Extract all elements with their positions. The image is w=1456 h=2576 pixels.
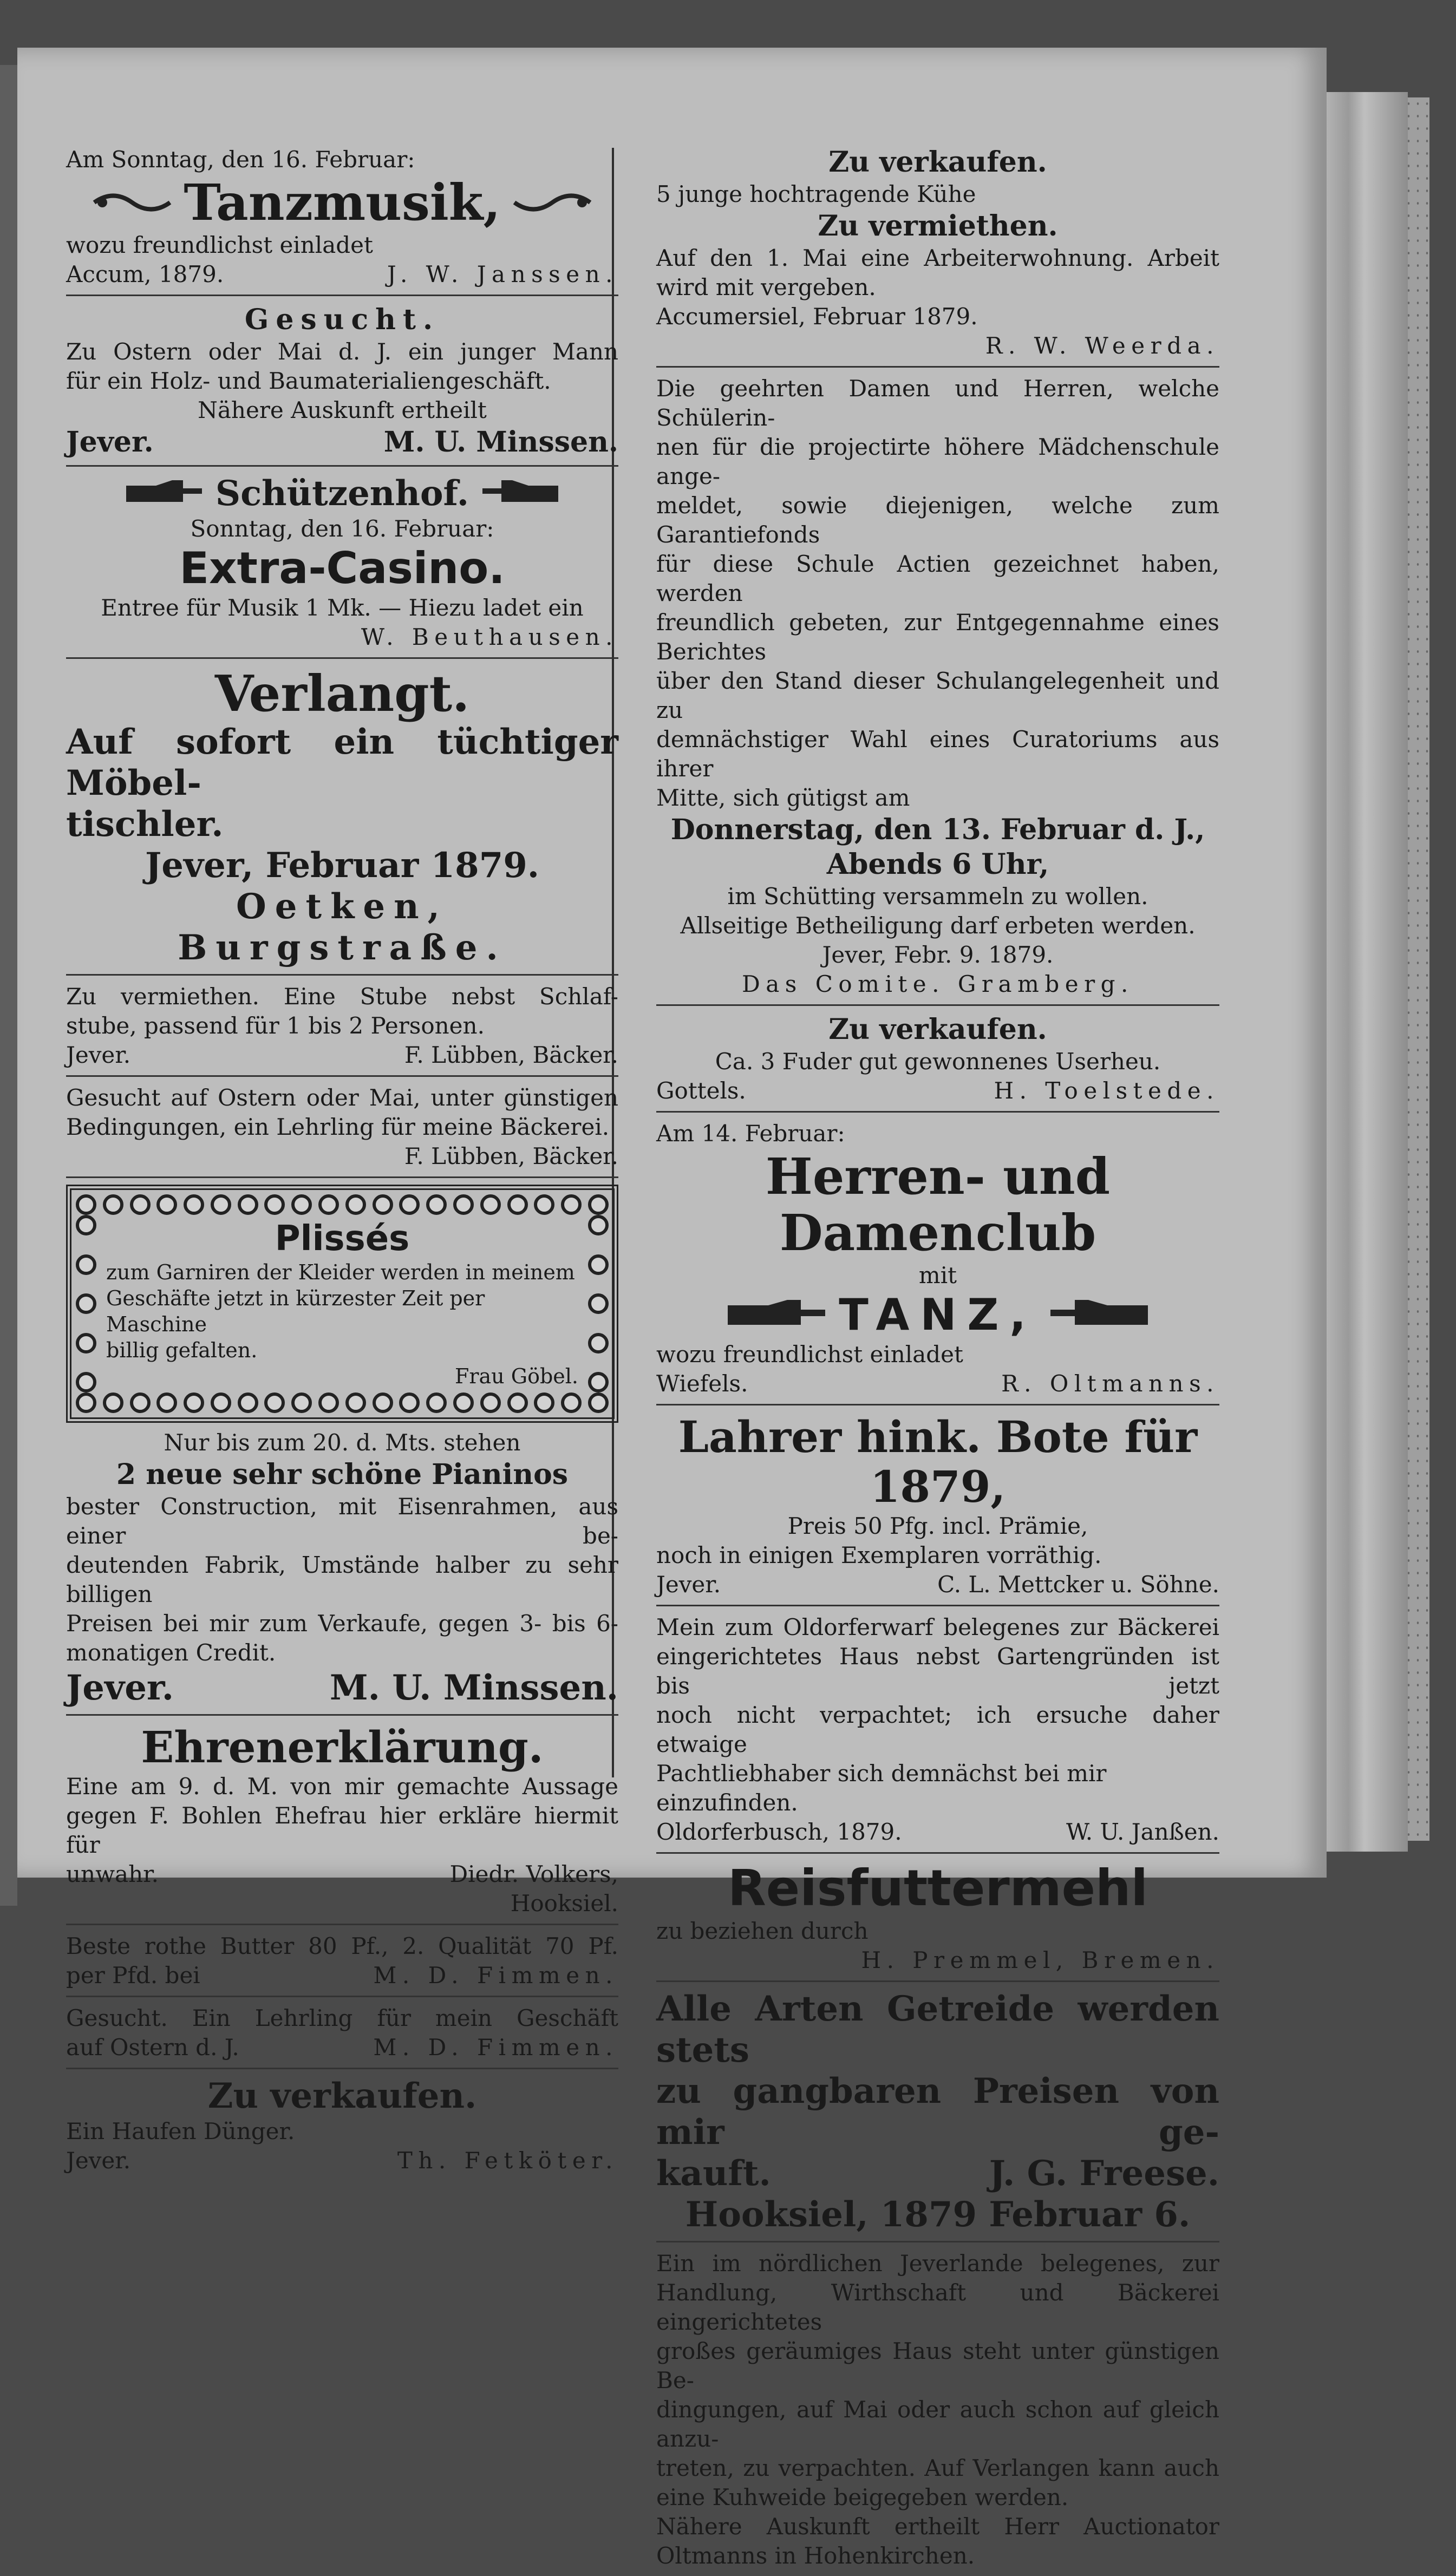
frame-dot	[76, 1392, 96, 1413]
ad-text: Auf den 1. Mai eine Arbeiterwohnung. Arbeit	[656, 245, 1219, 271]
frame-dot	[76, 1333, 96, 1354]
ad-text: wozu freundlichst einladet	[66, 232, 373, 258]
frame-dot	[534, 1392, 554, 1413]
ad-place: Jever.	[656, 1571, 721, 1598]
ad-signature: Diedr. Volkers,	[449, 1861, 618, 1887]
rule	[66, 1996, 618, 1997]
ad-footer	[66, 1961, 618, 1990]
ad-baeckerei-haus	[656, 1613, 1219, 1847]
ad-title: Zu verkaufen.	[207, 2076, 477, 2116]
ad-place: Jever.	[66, 2147, 131, 2174]
ad-place: Hooksiel, 1879 Februar 6.	[685, 2194, 1191, 2235]
ad-time: Abends 6 Uhr,	[826, 848, 1049, 881]
frame-dot	[507, 1392, 528, 1413]
frame-dot	[426, 1392, 447, 1413]
frame-dot	[480, 1392, 501, 1413]
ad-date: Donnerstag, den 13. Februar d. J.,	[670, 813, 1205, 846]
ad-title: Herren- und Damenclub	[765, 1147, 1111, 1262]
frame-dot	[318, 1392, 339, 1413]
ad-event: Extra-Casino.	[179, 543, 505, 593]
ad-signature: W. U. Janßen.	[1066, 1819, 1219, 1845]
ad-damenclub	[656, 1119, 1219, 1398]
ad-text: für diese Schule Actien gezeichnet haben, werden	[656, 551, 1219, 606]
frame-dot	[588, 1372, 609, 1392]
dot-border-top	[76, 1194, 609, 1215]
dot-border-bottom	[76, 1392, 609, 1413]
rule	[66, 1176, 618, 1178]
ad-text: nen für die projectirte höhere Mädchenschule ange-	[656, 434, 1219, 489]
ad-footer	[66, 260, 618, 289]
ad-text: monatigen Credit.	[66, 1639, 276, 1666]
rule	[66, 465, 618, 467]
rule	[656, 1605, 1219, 1606]
ad-text: per Pfd. bei	[66, 1962, 200, 1989]
ad-text: demnächstiger Wahl eines Curatoriums aus ihrer	[656, 726, 1219, 782]
pointing-hand-left-icon	[1048, 1298, 1151, 1332]
pointing-hand-right-icon	[123, 478, 205, 510]
ad-signature: M. U. Minssen.	[329, 1668, 618, 1708]
ad-plisses-framed	[66, 1185, 618, 1423]
ad-text: dingungen, auf Mai oder auch schon auf gleich anzu-	[656, 2396, 1219, 2452]
dot-border-right	[588, 1215, 609, 1392]
ad-place: Accum, 1879.	[66, 261, 224, 287]
ad-intro: Am Sonntag, den 16. Februar:	[66, 146, 415, 173]
pointing-hand-right-icon	[725, 1298, 828, 1332]
frame-dot	[561, 1194, 582, 1215]
ad-text: Jever, Februar 1879.	[145, 845, 540, 886]
ad-signature: J. W. Janssen.	[387, 261, 618, 287]
ad-signature: W. Beuthausen.	[361, 624, 618, 650]
ad-text: unwahr.	[66, 1861, 159, 1887]
ad-footer	[656, 2153, 1219, 2194]
ad-signature: H. Premmel, Bremen.	[861, 1947, 1219, 1973]
left-column	[66, 145, 618, 2181]
ad-text: bester Construction, mit Eisenrahmen, aus einer be-	[66, 1493, 618, 1549]
rule	[66, 1075, 618, 1077]
frame-dot	[426, 1194, 447, 1215]
ad-title: Reisfuttermehl	[727, 1859, 1148, 1917]
ad-text: wird mit vergeben.	[656, 274, 876, 300]
ad-text: Alle Arten Getreide werden stets	[656, 1989, 1219, 2070]
ad-text: Pachtliebhaber sich demnächst bei mir einzufinden.	[656, 1760, 1107, 1816]
ad-verkaufen-kuehe	[656, 145, 1219, 361]
frame-dot	[561, 1392, 582, 1413]
ad-title: Zu verkaufen.	[828, 146, 1047, 179]
frame-dot	[588, 1194, 609, 1215]
ad-footer	[656, 1369, 1219, 1398]
ad-signature: Frau Göbel.	[454, 1364, 578, 1388]
frame-dot	[156, 1194, 177, 1215]
ad-text: kauft.	[656, 2153, 771, 2194]
frame-dot	[103, 1194, 123, 1215]
frame-dot	[130, 1194, 151, 1215]
ad-signature: H. Toelstede.	[994, 1077, 1219, 1104]
ad-title: Verlangt.	[214, 664, 470, 723]
rule	[656, 1980, 1219, 1982]
right-column	[656, 145, 1219, 2576]
ad-title-row	[66, 473, 618, 514]
ad-text: Geschäfte jetzt in kürzester Zeit per Maschine	[106, 1286, 485, 1336]
rule	[66, 2068, 618, 2069]
ad-text: Gesucht. Ein Lehrling für mein Geschäft	[66, 2005, 618, 2031]
frame-dot	[291, 1392, 312, 1413]
ad-text: noch nicht verpachtet; ich ersuche daher etwaige	[656, 1702, 1219, 1757]
ad-getreide	[656, 1989, 1219, 2235]
frame-dot	[264, 1392, 285, 1413]
frame-dot	[480, 1194, 501, 1215]
ad-date: Sonntag, den 16. Februar:	[190, 515, 494, 542]
frame-dot	[345, 1194, 366, 1215]
ad-title: Tanzmusik,	[184, 173, 501, 232]
ad-title-row	[66, 174, 618, 231]
ad-title: Ehrenerklärung.	[141, 1722, 544, 1773]
ad-text: Nur bis zum 20. d. Mts. stehen	[164, 1429, 521, 1456]
ad-place: Hooksiel.	[510, 1890, 618, 1917]
ad-ehrenerklaerung	[66, 1722, 618, 1918]
rule	[66, 657, 618, 659]
ad-place: Jever.	[66, 426, 154, 459]
ad-text: Preisen bei mir zum Verkaufe, gegen 3- bis 6-	[66, 1610, 618, 1637]
newspaper-page	[17, 48, 1327, 2569]
ad-text: eingerichtetes Haus nebst Gartengründen ist bis jetzt	[656, 1643, 1219, 1699]
ad-title: Zu verkaufen.	[828, 1013, 1047, 1046]
ad-text: wozu freundlichst einladet	[656, 1341, 963, 1368]
ad-footer	[656, 1076, 1219, 1106]
ad-text: Nähere Auskunft ertheilt	[198, 397, 487, 423]
ad-text: eine Kuhweide beigegeben werden.	[656, 2484, 1069, 2510]
rule	[656, 2241, 1219, 2242]
frame-body	[76, 1215, 609, 1392]
ad-text: noch in einigen Exemplaren vorräthig.	[656, 1542, 1102, 1568]
ad-butter	[66, 1932, 618, 1990]
ad-footer	[66, 2146, 618, 2175]
ad-text: Entree für Musik 1 Mk. — Hiezu ladet ein	[101, 594, 584, 621]
ad-zu-verkaufen-duenger	[66, 2076, 618, 2175]
frame-dot	[76, 1194, 96, 1215]
ad-signature: F. Lübben, Bäcker.	[404, 1042, 618, 1068]
ad-text: Auf sofort ein tüchtiger Möbel-	[66, 722, 618, 803]
frame-dot	[453, 1194, 474, 1215]
ad-gesucht-lehrling	[66, 1083, 618, 1171]
ad-title: Plissés	[275, 1219, 410, 1259]
frame-dot	[211, 1392, 231, 1413]
scan-background-left	[0, 65, 17, 1906]
ad-signature: R. Oltmanns.	[1001, 1370, 1219, 1397]
ad-text: mit	[918, 1262, 957, 1289]
ad-lahrer-bote	[656, 1412, 1219, 1599]
pointing-hand-left-icon	[480, 478, 561, 510]
frame-dot	[103, 1392, 123, 1413]
ad-text: 5 junge hochtragende Kühe	[656, 181, 976, 207]
ad-schuetzenhof	[66, 473, 618, 652]
ad-signature: J. G. Freese.	[989, 2153, 1219, 2194]
frame-dot	[588, 1254, 609, 1275]
ad-text: Nähere Auskunft ertheilt Herr Auctionator	[656, 2513, 1219, 2540]
ad-title: Schützenhof.	[215, 473, 469, 514]
ad-footer	[656, 1817, 1219, 1847]
ad-verlangt	[66, 665, 618, 969]
rule	[66, 1714, 618, 1716]
ad-text: meldet, sowie diejenigen, welche zum Garantiefonds	[656, 492, 1219, 548]
ad-text: Bedingungen, ein Lehrling für meine Bäckerei.	[66, 1114, 610, 1140]
ad-text: freundlich gebeten, zur Entgegennahme eines Berichtes	[656, 609, 1219, 665]
ornament-left-icon	[92, 189, 173, 216]
rule	[656, 1111, 1219, 1113]
ad-text: zu beziehen durch	[656, 1918, 869, 1944]
ad-signature: M. U. Minssen.	[383, 426, 618, 459]
frame-dot	[534, 1194, 554, 1215]
ad-text: treten, zu verpachten. Auf Verlangen kann auch	[656, 2455, 1219, 2481]
rule	[656, 366, 1219, 368]
ad-text: deutenden Fabrik, Umstände halber zu sehr billigen	[66, 1552, 618, 1607]
frame-content	[96, 1215, 588, 1392]
frame-dot	[76, 1293, 96, 1314]
ad-text: Ca. 3 Fuder gut gewonnenes Userheu.	[715, 1048, 1161, 1075]
ad-title: Gesucht.	[244, 303, 440, 336]
ad-maedchenschule	[656, 374, 1219, 999]
ad-footer	[66, 1860, 618, 1889]
rule	[656, 1852, 1219, 1854]
dot-border-left	[76, 1215, 96, 1392]
frame-dot	[238, 1194, 258, 1215]
ad-footer	[66, 2033, 618, 2062]
frame-dot	[238, 1392, 258, 1413]
frame-dot	[184, 1194, 204, 1215]
ad-text: großes geräumiges Haus steht unter günstigen Be-	[656, 2338, 1219, 2394]
frame-dot	[399, 1392, 420, 1413]
ad-text: Eine am 9. d. M. von mir gemachte Aussage	[66, 1773, 618, 1800]
frame-dot	[399, 1194, 420, 1215]
ad-intro: Am 14. Februar:	[656, 1120, 845, 1147]
frame-dot	[130, 1392, 151, 1413]
ad-place: Jever.	[66, 1042, 131, 1068]
frame-dot	[588, 1392, 609, 1413]
frame-dot	[588, 1215, 609, 1235]
ad-gesucht-lehrling-2	[66, 2004, 618, 2062]
ad-text: Ein im nördlichen Jeverlande belegenes, zur	[656, 2250, 1219, 2277]
frame-dot	[264, 1194, 285, 1215]
ad-place: Gottels.	[656, 1077, 746, 1104]
frame-dot	[588, 1293, 609, 1314]
ad-text: tischler.	[66, 804, 224, 845]
ad-place: Accumersiel, Februar 1879.	[656, 303, 978, 330]
frame-dot	[345, 1392, 366, 1413]
frame-dot	[588, 1333, 609, 1354]
ad-text: Handlung, Wirthschaft und Bäckerei eingerichtetes	[656, 2279, 1219, 2335]
ad-text: auf Ostern d. J.	[66, 2034, 239, 2061]
ad-gesucht-mann	[66, 303, 618, 460]
ad-text: stube, passend für 1 bis 2 Personen.	[66, 1012, 485, 1039]
ad-pianinos	[66, 1428, 618, 1709]
frame-dot	[156, 1392, 177, 1413]
ad-text: Oltmanns in Hohenkirchen.	[656, 2542, 975, 2569]
ad-zu-vermiethen	[66, 982, 618, 1070]
ad-signature: F. Lübben, Bäcker.	[404, 1143, 618, 1169]
ad-text: Gesucht auf Ostern oder Mai, unter günstigen	[66, 1084, 618, 1111]
ad-text: Die geehrten Damen und Herren, welche Schülerin-	[656, 375, 1219, 431]
ad-reisfuttermehl	[656, 1860, 1219, 1975]
ad-verkaufen-heu	[656, 1012, 1219, 1106]
ad-title: Lahrer hink. Bote für 1879,	[678, 1411, 1198, 1512]
frame-dot	[291, 1194, 312, 1215]
ad-signature: R. W. Weerda.	[985, 332, 1219, 359]
rule	[66, 1924, 618, 1925]
ad-footer	[66, 1668, 618, 1709]
frame-dot	[184, 1392, 204, 1413]
ad-title-row	[656, 1290, 1219, 1340]
frame-dot	[373, 1392, 393, 1413]
ad-text: Beste rothe Butter 80 Pf., 2. Qualität 70 Pf.	[66, 1933, 618, 1959]
ad-text: zum Garniren der Kleider werden in meinem	[106, 1260, 575, 1284]
ad-text: im Schütting versammeln zu wollen.	[727, 883, 1148, 910]
ad-event: TANZ,	[839, 1290, 1037, 1340]
rule	[656, 1404, 1219, 1405]
ad-title: 2 neue sehr schöne Pianinos	[116, 1458, 569, 1491]
frame-dot	[211, 1194, 231, 1215]
ad-text: zu gangbaren Preisen von mir ge-	[656, 2071, 1219, 2153]
rule	[66, 295, 618, 296]
ad-place: Oldorferbusch, 1879.	[656, 1819, 902, 1845]
ad-text: für ein Holz- und Baumaterialiengeschäft.	[66, 368, 551, 394]
ad-place: Wiefels.	[656, 1370, 748, 1397]
ad-text: Zu vermiethen. Eine Stube nebst Schlaf-	[66, 983, 618, 1010]
ornament-right-icon	[512, 189, 593, 216]
rule	[656, 1004, 1219, 1006]
ad-place: Jever, Febr. 9. 1879.	[822, 942, 1054, 968]
ad-signature: C. L. Mettcker u. Söhne.	[937, 1571, 1219, 1598]
ad-verpachtung	[656, 2249, 1219, 2571]
ad-signature: M. D. Fimmen.	[373, 1962, 618, 1989]
frame-dot	[76, 1254, 96, 1275]
rule	[66, 974, 618, 976]
ad-text: gegen F. Bohlen Ehefrau hier erkläre hiermit für	[66, 1802, 618, 1858]
ad-tanzmusik	[66, 145, 618, 289]
ad-signature: M. D. Fimmen.	[373, 2034, 618, 2061]
ad-text: Ein Haufen Dünger.	[66, 2118, 295, 2145]
ad-place: Jever.	[66, 1668, 174, 1708]
frame-dot	[318, 1194, 339, 1215]
ad-text: Mitte, sich gütigst am	[656, 784, 910, 811]
ad-footer	[66, 425, 618, 460]
ad-footer	[656, 1570, 1219, 1599]
frame-dot	[373, 1194, 393, 1215]
ad-signature: Oetken, Burgstraße.	[178, 886, 507, 968]
ad-text: billig gefalten.	[106, 1338, 258, 1362]
frame-dot	[453, 1392, 474, 1413]
ad-title: Zu vermiethen.	[818, 210, 1058, 243]
ad-signature: Das Comite. Gramberg.	[742, 971, 1134, 997]
ad-text: über den Stand dieser Schulangelegenheit und zu	[656, 668, 1219, 723]
ad-text: Mein zum Oldorferwarf belegenes zur Bäckerei	[656, 1614, 1219, 1640]
ad-signature: Th. Fetköter.	[397, 2147, 618, 2174]
frame-dot	[76, 1372, 96, 1392]
ad-text: Zu Ostern oder Mai d. J. ein junger Mann	[66, 338, 618, 365]
frame-dot	[507, 1194, 528, 1215]
ad-footer	[66, 1041, 618, 1070]
ad-text: Allseitige Betheiligung darf erbeten werden.	[680, 912, 1196, 939]
frame-dot	[76, 1215, 96, 1235]
ad-text: Preis 50 Pfg. incl. Prämie,	[787, 1513, 1088, 1539]
